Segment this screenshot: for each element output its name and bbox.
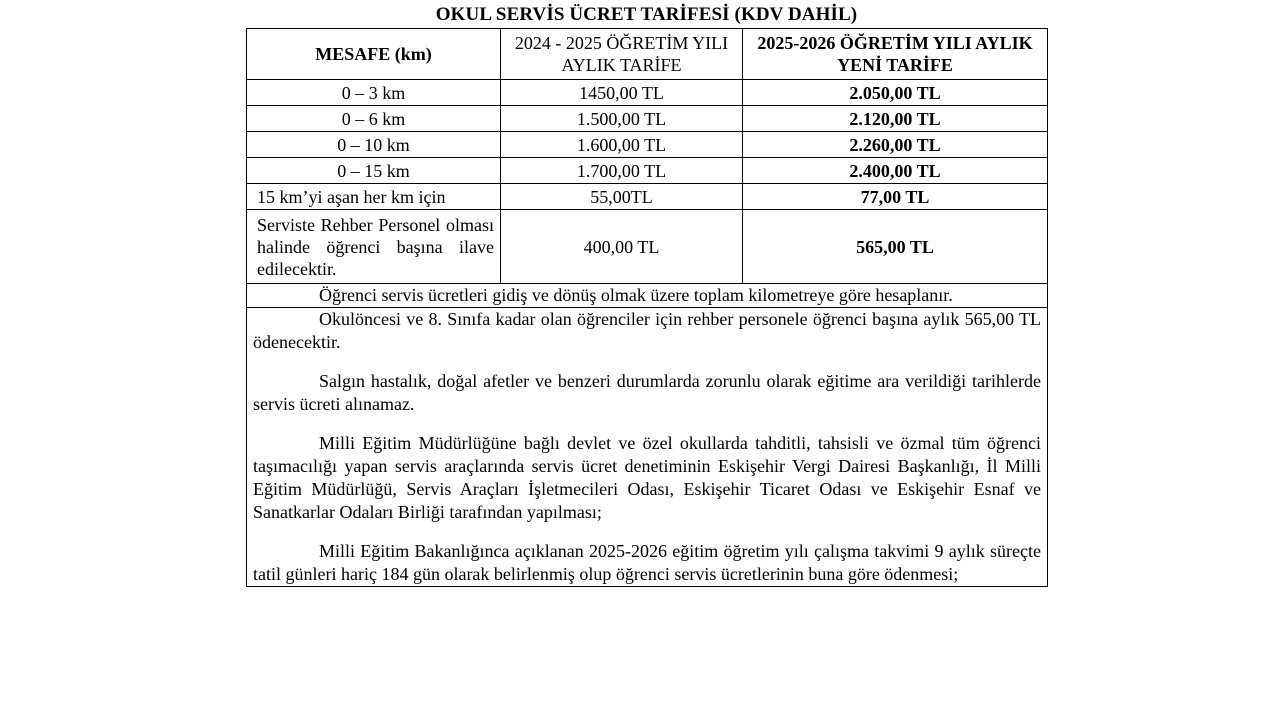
tariff-table — [246, 28, 1048, 587]
table-row — [247, 158, 1048, 184]
table-header-row — [247, 29, 1048, 80]
note-cell — [247, 284, 1048, 308]
notes-row — [247, 308, 1048, 587]
distance-column-header: MESAFE (km) — [247, 29, 501, 80]
old-price-cell: 400,00 TL — [501, 210, 743, 284]
old-tariff-column-header: 2024 - 2025 ÖĞRETİM YILI AYLIK TARİFE — [501, 29, 743, 80]
old-price-cell: 1.600,00 TL — [501, 132, 743, 158]
paragraph: Salgın hastalık, doğal afetler ve benzeri durumlarda zorunlu olarak eğitime ara verildiği tarihlerde servis ücreti alınamaz. — [253, 371, 1041, 414]
new-price-cell: 565,00 TL — [743, 210, 1048, 284]
distance-cell: 0 – 3 km — [247, 80, 501, 106]
distance-cell: 0 – 10 km — [247, 132, 501, 158]
note-row — [247, 284, 1048, 308]
table-row — [247, 132, 1048, 158]
new-price-cell: 2.050,00 TL — [743, 80, 1048, 106]
distance-cell: 0 – 15 km — [247, 158, 501, 184]
paragraph: Milli Eğitim Bakanlığınca açıklanan 2025-2026 eğitim öğretim yılı çalışma takvimi 9 aylık süreçte tatil günleri hariç 184 gün olarak belirlenmiş olup öğrenci servis ücretlerinin buna göre ödenmesi; — [253, 541, 1041, 584]
distance-cell: 0 – 6 km — [247, 106, 501, 132]
paragraph: Milli Eğitim Müdürlüğüne bağlı devlet ve özel okullarda tahditli, tahsisli ve özmal tüm öğrenci taşımacılığı yapan servis araçlarında servis ücret denetiminin Eskişehir Vergi Dairesi Başkanlığı, İl Milli Eğitim Müdürlüğü, Servis Araçları İşletmecileri Odası, Eskişehir Ticaret Odası ve Eskişehir Esnaf ve Sanatkarlar Odaları Birliği tarafından yapılması; — [253, 433, 1041, 522]
new-price-cell: 2.120,00 TL — [743, 106, 1048, 132]
old-price-cell: 1450,00 TL — [501, 80, 743, 106]
old-price-cell: 55,00TL — [501, 184, 743, 210]
table-row — [247, 80, 1048, 106]
paragraph: Okulöncesi ve 8. Sınıfa kadar olan öğrenciler için rehber personele öğrenci başına aylık 565,00 TL ödenecektir. — [253, 309, 1041, 352]
new-price-cell: 77,00 TL — [743, 184, 1048, 210]
new-tariff-column-header: 2025-2026 ÖĞRETİM YILI AYLIK YENİ TARİFE — [743, 29, 1048, 80]
table-row — [247, 106, 1048, 132]
distance-cell: 15 km’yi aşan her km için — [247, 184, 501, 210]
table-row — [247, 184, 1048, 210]
tariff-document — [246, 4, 1047, 587]
table-row — [247, 210, 1048, 284]
round-trip-note: Öğrenci servis ücretleri gidiş ve dönüş olmak üzere toplam kilometreye göre hesaplanır. — [319, 285, 953, 305]
distance-cell: Serviste Rehber Personel olması halinde öğrenci başına ilave edilecektir. — [247, 210, 501, 284]
notes-cell — [247, 308, 1048, 587]
old-price-cell: 1.500,00 TL — [501, 106, 743, 132]
old-price-cell: 1.700,00 TL — [501, 158, 743, 184]
new-price-cell: 2.260,00 TL — [743, 132, 1048, 158]
new-price-cell: 2.400,00 TL — [743, 158, 1048, 184]
document-title: OKUL SERVİS ÜCRET TARİFESİ (KDV DAHİL) — [435, 4, 858, 25]
